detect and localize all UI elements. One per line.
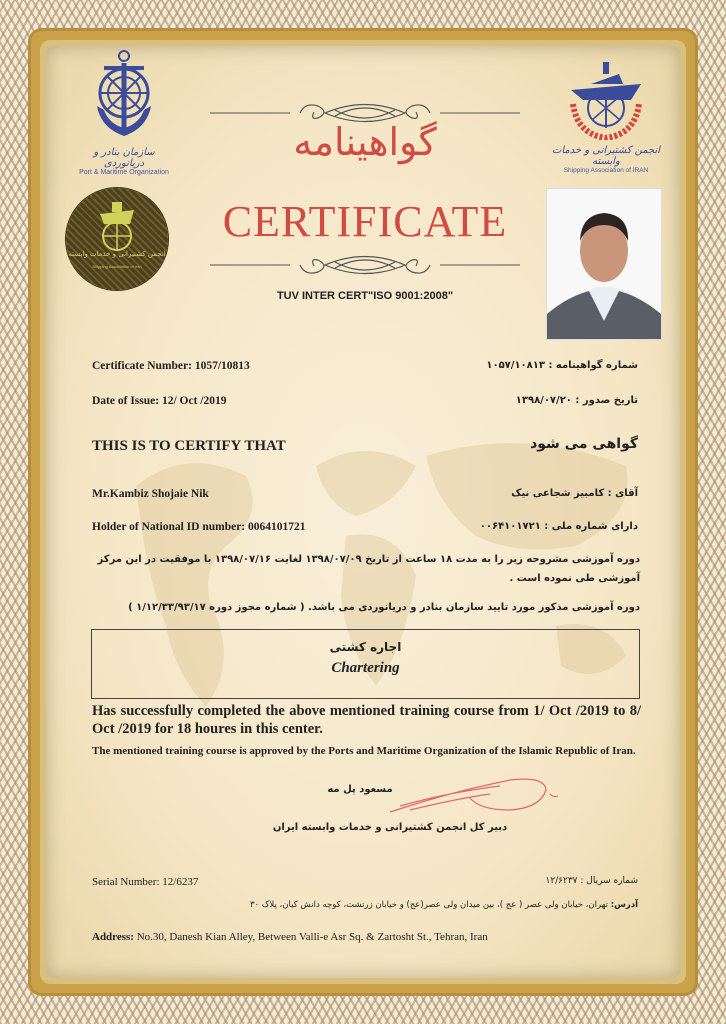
pmo-name-fa: سازمان بنادر و دریانوردی <box>93 147 155 169</box>
hologram-text-en: Shipping Association of Iran <box>92 264 142 269</box>
serial-number-fa: شماره سریال : ۱۲/۶۲۳۷ <box>545 876 638 886</box>
issue-date-en: Date of Issue: 12/ Oct /2019 <box>92 395 227 407</box>
signatory-title: دبیر کل انجمن کشتیرانی و خدمات وابسته ایران <box>272 822 508 833</box>
issue-date-fa: تاریخ صدور : ۱۳۹۸/۰۷/۲۰ <box>515 395 638 406</box>
signature <box>360 772 560 822</box>
ship-compass-icon <box>66 194 168 254</box>
holder-name-en: Mr.Kambiz Shojaie Nik <box>92 488 209 500</box>
title-english: CERTIFICATE <box>222 197 508 246</box>
address-en-text: No.30, Danesh Kian Alley, Between Valli-e Asr Sq. & Zartosht St., Tehran, Iran <box>136 931 488 943</box>
ship-rope-icon <box>561 56 651 140</box>
bottom-flourish <box>210 250 520 280</box>
certify-heading-fa: گواهی می شود <box>530 436 638 452</box>
certificate-number-en: Certificate Number: 1057/10813 <box>92 360 250 372</box>
course-box <box>91 629 640 699</box>
address-en <box>92 931 488 943</box>
certificate-number-fa: شماره گواهینامه : ۱۰۵۷/۱۰۸۱۳ <box>486 360 638 371</box>
address-fa <box>250 900 638 910</box>
course-name-fa: اجاره کشتی <box>329 640 402 654</box>
sai-name-en: Shipping Association of IRAN <box>563 167 649 174</box>
anchor-wheel-icon <box>89 48 159 140</box>
approval-paragraph-fa: دوره آموزشی مذکور مورد تایید سازمان بنادر و دریانوردی می باشد. ( شماره مجوز دوره ۱/۱۲/۳۳/۹۳/۱۷ ) <box>128 602 640 613</box>
title-persian: گواهینامه <box>293 120 437 164</box>
address-fa-label: آدرس: <box>610 900 638 910</box>
shipping-association-logo <box>548 56 664 174</box>
address-en-label: Address: <box>92 931 134 943</box>
person-portrait-icon <box>547 189 661 339</box>
sai-name-fa: انجمن کشتیرانی و خدمات وابسته <box>551 145 661 167</box>
course-name-en: Chartering <box>331 660 400 676</box>
certify-heading-en: THIS IS TO CERTIFY THAT <box>92 438 286 454</box>
completion-statement: Has successfully completed the above mentioned training course from 1/ Oct /2019 to 8/ Oct /2019 for 18 houres in this center. <box>92 703 641 737</box>
hologram-seal <box>66 188 168 290</box>
serial-number-en: Serial Number: 12/6237 <box>92 876 199 888</box>
holder-name-fa: آقای : کامبیز شجاعی نیک <box>511 488 638 499</box>
address-fa-text: تهران، خیابان ولی عصر ( عج )، بین میدان ولی عصر(عج) و خیابان زرتشت، کوچه دانش کیان، پلاک ۳۰ <box>249 900 608 910</box>
holder-photo <box>546 188 662 340</box>
national-id-en: Holder of National ID number: 0064101721 <box>92 521 306 533</box>
pmo-name-en: Port & Maritime Organization <box>79 169 169 176</box>
port-maritime-logo <box>74 48 174 176</box>
iso-standard: TUV INTER CERT"ISO 9001:2008" <box>276 290 454 302</box>
course-paragraph-fa: دوره آموزشی مشروحه زیر را به مدت ۱۸ ساعت از تاریخ ۱۳۹۸/۰۷/۰۹ لغایت ۱۳۹۸/۰۷/۱۶ با موفقیت در این مرکز آموزشی طی نموده است . <box>97 554 640 584</box>
signatory-name: مسعود پل مه <box>327 784 393 795</box>
national-id-fa: دارای شماره ملی : ۰۰۶۴۱۰۱۷۲۱ <box>479 521 638 532</box>
approval-statement: The mentioned training course is approved by the Ports and Maritime Organization of the Islamic Republic of Iran. <box>92 745 636 757</box>
hologram-text-fa: انجمن کشتیرانی و خدمات وابسته <box>68 250 166 258</box>
certificate-paper <box>46 46 680 978</box>
